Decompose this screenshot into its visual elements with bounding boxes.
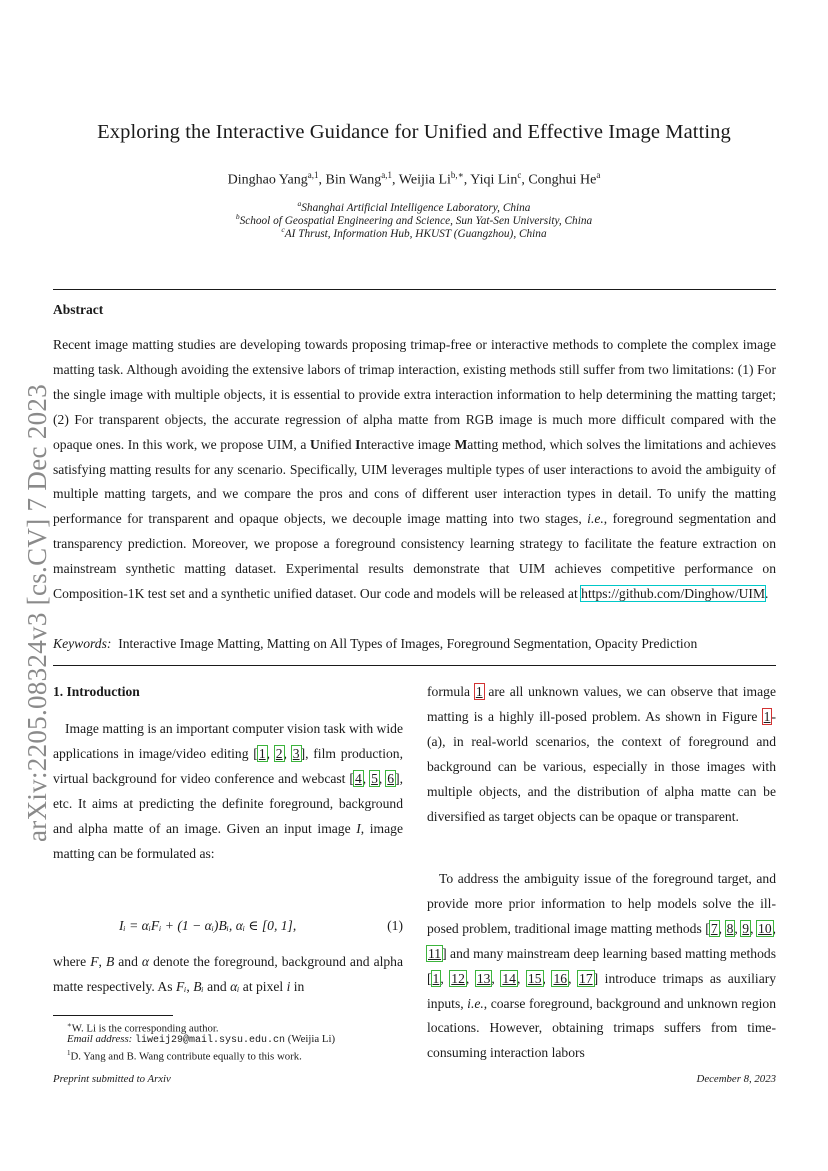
body-text: denote the foreground, background and alpha matte respectively. As: [53, 954, 404, 994]
footnote-rule: [53, 1015, 173, 1016]
citation-link[interactable]: 13: [476, 970, 491, 986]
affiliation-mark: c: [281, 225, 285, 234]
citation-link[interactable]: 8: [726, 920, 734, 936]
affiliation-mark: a: [297, 199, 302, 208]
keywords: [53, 636, 776, 652]
math-var: I: [356, 820, 361, 836]
citation-link[interactable]: 3: [292, 745, 300, 761]
body-text: , coarse foreground, background and unknown region locations. However, obtaining trimaps suffers from time-consuming interaction labors: [427, 995, 776, 1061]
body-text: i.e.: [467, 995, 484, 1011]
citation-link[interactable]: 16: [553, 970, 568, 986]
abstract-text: .: [765, 586, 769, 602]
math-var: F: [90, 954, 99, 969]
body-text: introduce trimaps as auxiliary inputs,: [427, 970, 777, 1011]
body-text: , etc. It aims at predicting the definite foreground, background and alpha matte of an image. Given an input image: [53, 770, 403, 836]
math-var: B: [105, 954, 115, 969]
citation-link[interactable]: 12: [451, 970, 465, 986]
body-text: ,: [98, 954, 106, 969]
math-var: i: [286, 978, 291, 994]
intro-paragraph-2: [53, 950, 403, 1000]
author-affil-mark: a,1: [307, 170, 319, 180]
footnote-text: W. Li is the corresponding author.: [71, 1022, 219, 1035]
author-affil-mark: a,1: [381, 170, 393, 180]
math-var: α: [141, 954, 150, 969]
citation-link[interactable]: 14: [502, 970, 516, 986]
figure-ref-link[interactable]: 1: [763, 708, 771, 724]
affiliation-text: AI Thrust, Information Hub, HKUST (Guangzhou), China: [284, 227, 547, 240]
arxiv-side-stamp: arXiv:2205.08324v3 [cs.CV] 7 Dec 2023: [22, 383, 52, 842]
affiliation-mark: b: [235, 212, 240, 221]
body-text: -(a), in real-world scenarios, the context of foreground and background can be various, especially in those images with multiple objects, and the distribution of alpha matte can be diversified as target objects can be opaque or transparent.: [427, 708, 776, 824]
math-var: αᵢ: [230, 978, 240, 994]
body-text: are all unknown values, we can observe that image matting is a highly ill-posed problem. As shown in Figure: [427, 684, 776, 724]
body-text: ,: [186, 978, 194, 994]
citation-link[interactable]: 17: [579, 970, 593, 986]
acronym-letter: M: [454, 436, 468, 452]
citation-link[interactable]: 11: [428, 945, 442, 961]
body-text: , image matting can be formulated as:: [53, 820, 403, 861]
citation-link[interactable]: 9: [742, 920, 750, 936]
abstract-heading: Abstract: [53, 302, 104, 317]
footnote-label: Email address:: [67, 1033, 133, 1045]
abstract-text: , foreground segmentation and transparency prediction. Moreover, we propose a foreground consistency learning strategy to facilitate the feature extraction on mainstream synthetic matting dataset. Experimental results demonstrate that UIM achieves competitive performance on Composition-1K test set and a synthetic unified dataset. Our code and models will be released at: [53, 511, 776, 602]
abstract-body: [53, 333, 776, 607]
citation-link[interactable]: 10: [758, 920, 772, 936]
author-affil-mark: c: [517, 170, 522, 180]
citation-link[interactable]: 2: [275, 745, 283, 761]
intro-paragraph-right-1: [427, 680, 776, 829]
keywords-label: Keywords:: [53, 636, 112, 651]
footer-date: December 8, 2023: [696, 1073, 776, 1085]
math-var: Bᵢ: [193, 978, 204, 994]
body-text: To address the ambiguity issue of the foreground target, and provide more prior information to help models solve the ill-posed problem, traditional image matting methods: [427, 871, 776, 936]
citation-link[interactable]: 7: [710, 920, 718, 936]
intro-paragraph-1: Image matting is an important computer vision task with wide applications in image/video editing [1, 2, 3], film production, virtual background for video conference and webcast [4, 5, 6], etc. It aims at predicting the definite foreground, background and alpha matte of an image. Given an input image I, image matting can be formulated as:: [53, 721, 403, 861]
intro-paragraph-right-2: To address the ambiguity issue of the foreground target, and provide more prior information to help models solve the ill-posed problem, traditional image matting methods [7, 8, 9, 10, 11] and many mainstream deep learning based matting methods [1, 12, 13, 14, 15, 16, 17] introduce trimaps as auxiliary inputs, i.e., coarse foreground, background and unknown region locations. However, obtaining trimaps suffers from time-consuming interaction labors: [427, 871, 777, 1061]
footnote-equal-contribution: [53, 1046, 417, 1064]
citation-link[interactable]: 1: [258, 745, 266, 761]
equation-number: (1): [387, 918, 403, 933]
affiliation-text: School of Geospatial Engineering and Science, Sun Yat-Sen University, China: [239, 214, 593, 227]
citation-link[interactable]: 4: [354, 770, 362, 786]
abstract-text: i.e.: [587, 511, 604, 527]
author-name: Dinghao Yang: [227, 172, 308, 188]
abstract-text: atting method, which solves the limitations and achieves satisfying matting results for any scenario. Specifically, UIM leverages multiple types of user interactions to avoid the ambiguity of multiple matting targets, and we compare the pros and cons of different user interaction types in detail. To unify the matting performance for transparent and opaque objects, we decouple image matting into two stages,: [53, 436, 776, 527]
author-name: Conghui He: [528, 172, 597, 188]
top-rule: [53, 289, 776, 290]
footnote-text: (Weijia Li): [287, 1033, 336, 1045]
body-text: and many mainstream deep learning based matting methods: [446, 945, 776, 961]
email-link[interactable]: liweij29@mail.sysu.edu.cn: [134, 1035, 286, 1046]
citation-link[interactable]: 15: [527, 970, 542, 986]
body-text: Image matting is an important computer vision task with wide applications in image/video editing: [53, 721, 403, 761]
abstract-bottom-rule: [53, 665, 776, 666]
equation-body: Iᵢ = αᵢFᵢ + (1 − αᵢ)Bᵢ, αᵢ ∈ [0, 1],: [119, 918, 297, 933]
keywords-text: Interactive Image Matting, Matting on All Types of Images, Foreground Segmentation, Opacity Prediction: [118, 636, 698, 651]
math-var: Fᵢ: [175, 978, 187, 994]
footnote-text: D. Yang and B. Wang contribute equally to this work.: [70, 1050, 302, 1063]
citation-link[interactable]: 6: [387, 770, 395, 786]
code-repo-link[interactable]: https://github.com/Dinghow/UIM: [581, 586, 766, 602]
abstract-text: nteractive image: [360, 436, 455, 452]
author-list: Dinghao Yang$^{a,1}$, Bin Wang$^{a,1}$, Weijia $Li^{b,∗}$, Yiqi Lin$^c$, Conghui He$^a$: [227, 170, 601, 188]
acronym-letter: U: [310, 436, 320, 452]
affiliation: [0, 225, 828, 240]
section-heading: 1. Introduction: [53, 684, 140, 699]
footer-preprint-note: Preprint submitted to Arxiv: [53, 1073, 171, 1085]
author-name: Weijia Li: [398, 172, 451, 188]
author-affil-mark: b,∗: [450, 170, 464, 180]
affiliation-text: Shanghai Artificial Intelligence Laboratory, China: [301, 201, 531, 214]
author-affil-mark: a: [596, 170, 601, 180]
footnote-mark: 1: [67, 1049, 71, 1057]
footnote-mark: ∗: [67, 1021, 72, 1029]
author-name: Bin Wang: [325, 172, 382, 188]
citation-link[interactable]: 1: [432, 970, 440, 986]
equation-ref-link[interactable]: 1: [475, 684, 483, 699]
body-text: in: [290, 978, 305, 994]
body-text: and: [114, 954, 142, 969]
citation-link[interactable]: 5: [371, 770, 378, 786]
abstract-text: Recent image matting studies are developing towards proposing trimap-free or interactive methods to complete the complex image matting task. Although avoiding the extensive labors of trimap interaction, existing methods still suffer from two limitations: (1) For the single image with multiple objects, it is essential to provide extra interaction information to help determining the matting target; (2) For transparent objects, the accurate regression of alpha matte from RGB image is much more difficult compared with the opaque ones. In this work, we propose UIM, a: [53, 337, 776, 452]
author-name: Yiqi Lin: [470, 172, 518, 188]
body-text: , film production, virtual background for video conference and webcast: [53, 745, 403, 786]
body-text: and: [203, 978, 231, 994]
body-text: at pixel: [239, 978, 287, 994]
body-text: formula: [427, 684, 475, 699]
paper-title: Exploring the Interactive Guidance for Unified and Effective Image Matting: [97, 121, 731, 143]
abstract-text: nified: [319, 436, 356, 452]
body-text: where: [53, 954, 91, 969]
acronym-letter: I: [355, 436, 361, 452]
